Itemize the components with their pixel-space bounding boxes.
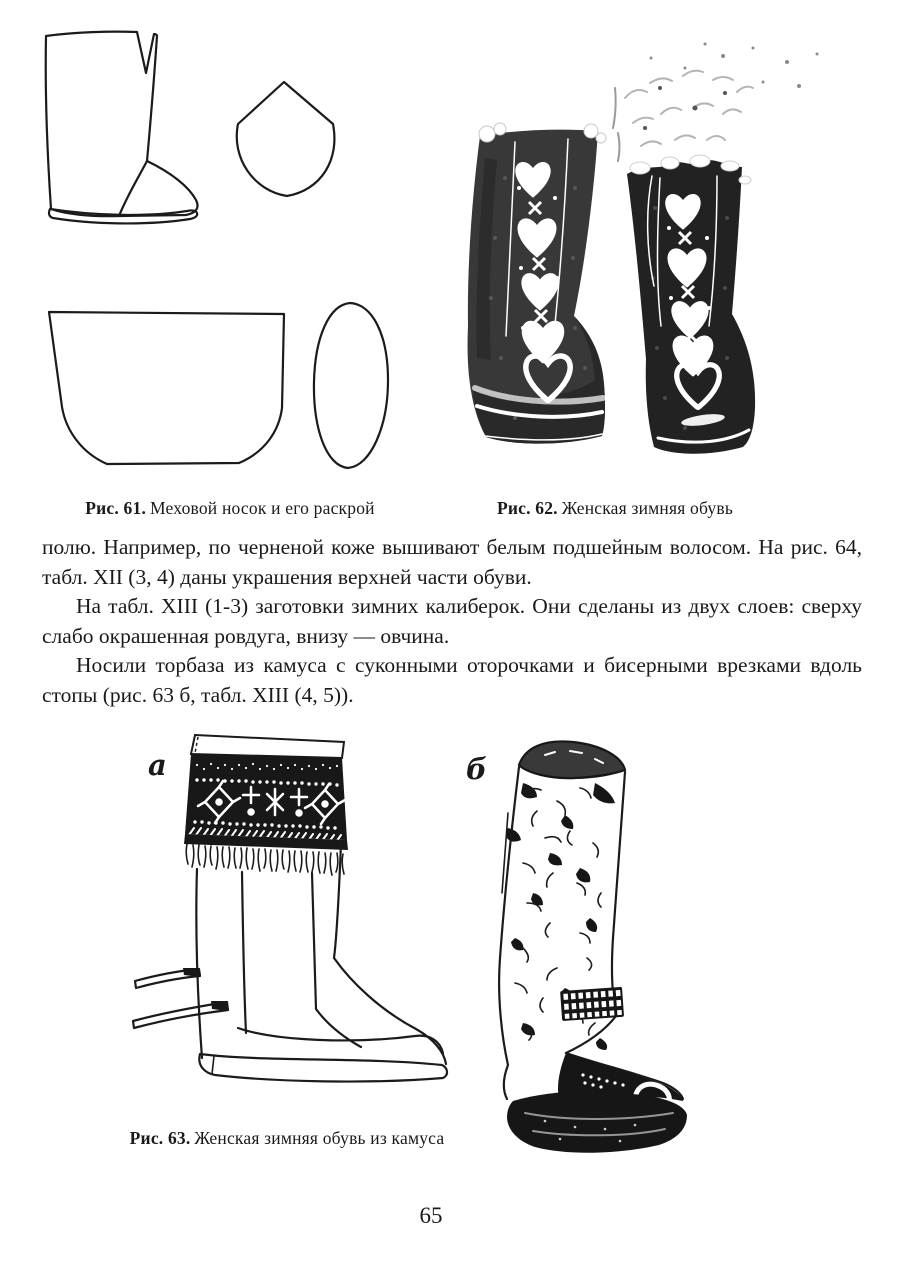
background-speckles	[650, 43, 819, 89]
boot-b-foot	[507, 1053, 687, 1153]
fig63-label-b: б	[466, 752, 487, 786]
fig62-photo	[455, 28, 870, 486]
body-text	[42, 533, 862, 711]
fig61-caption-text: Меховой носок и его раскрой	[150, 498, 375, 518]
fig62-caption-text: Женская зимняя обувь	[561, 498, 734, 518]
fig63-caption-label: Рис. 63.	[129, 1128, 191, 1148]
boot-a-shaft-and-foot	[196, 843, 447, 1082]
fig61-pattern-drawing	[20, 20, 440, 480]
left-boot-photo	[468, 123, 606, 444]
fur-top-texture	[613, 71, 753, 161]
paragraph: полю. Например, по черненой коже вышивают белым подшейным волосом. На рис. 64, табл. XII (3, 4) даны украшения верхней части обуви.	[42, 535, 862, 589]
fig63-caption	[127, 1128, 447, 1149]
fur-fringe	[184, 834, 348, 875]
page-number: 65	[419, 1203, 443, 1228]
boot-a-kamus-drawing	[133, 735, 447, 1082]
fig63-label-a: а	[148, 748, 167, 782]
pattern-piece-leg	[49, 312, 284, 464]
paragraph: Носили торбаза из камуса с суконными оторочками и бисерными врезками вдоль стопы (рис. 63 б, табл. XIII (4, 5)).	[42, 653, 862, 707]
fig63-drawing	[125, 723, 785, 1173]
right-boot-photo	[613, 71, 755, 454]
fig61-caption-label: Рис. 61.	[85, 498, 147, 518]
bead-band	[560, 987, 624, 1021]
paragraph: На табл. XIII (1-3) заготовки зимних калиберок. Они сделаны из двух слоев: сверху слабо окрашенная ровдуга, внизу — овчина.	[42, 594, 862, 648]
fig62-caption-label: Рис. 62.	[496, 498, 558, 518]
fig61-caption	[20, 498, 440, 519]
pattern-piece-sole	[314, 303, 388, 468]
fig63-caption-text: Женская зимняя обувь из камуса	[194, 1128, 445, 1148]
fig62-caption	[425, 498, 805, 519]
pattern-piece-vamp	[237, 82, 335, 196]
boot-a-ties	[133, 968, 228, 1028]
boot-b-kamus-drawing	[499, 741, 687, 1152]
fur-sock-outline	[46, 32, 198, 224]
